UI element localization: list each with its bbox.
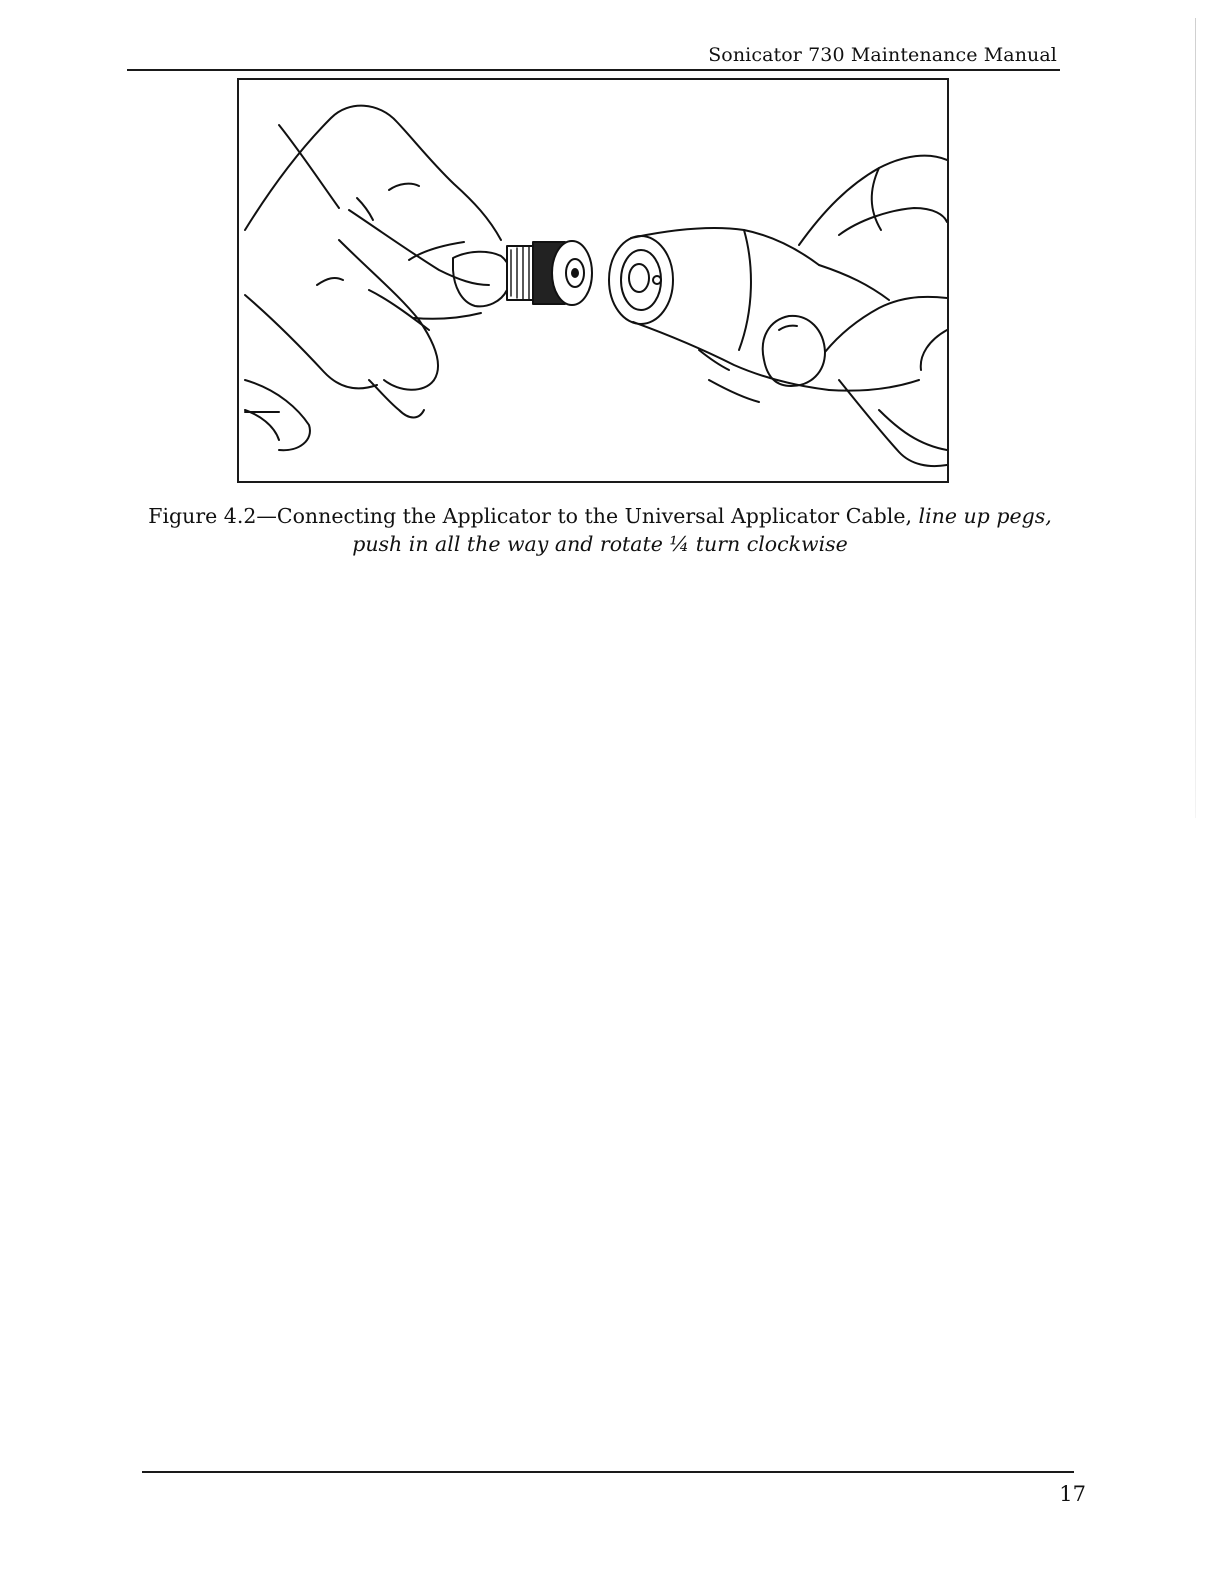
caption-italic-part-1: line up pegs, [918,504,1052,528]
scan-edge [1195,18,1196,818]
hands-connecting-cable-illustration [239,80,947,481]
left-hand-drawing [245,106,511,451]
page-number: 17 [1059,1482,1086,1506]
right-hand-drawing [699,156,947,466]
cable-connector-drawing [507,241,592,305]
figure-illustration [237,78,949,483]
figure-caption [100,502,1100,558]
caption-italic-part-2: push in all the way and rotate ¼ turn clockwise [352,532,848,556]
running-header: Sonicator 730 Maintenance Manual [708,44,1057,66]
footer-divider [142,1471,1074,1473]
applicator-drawing [609,228,919,391]
caption-label: Figure 4.2—Connecting the Applicator to the Universal Applicator Cable, [148,504,919,528]
header-divider [127,69,1060,71]
